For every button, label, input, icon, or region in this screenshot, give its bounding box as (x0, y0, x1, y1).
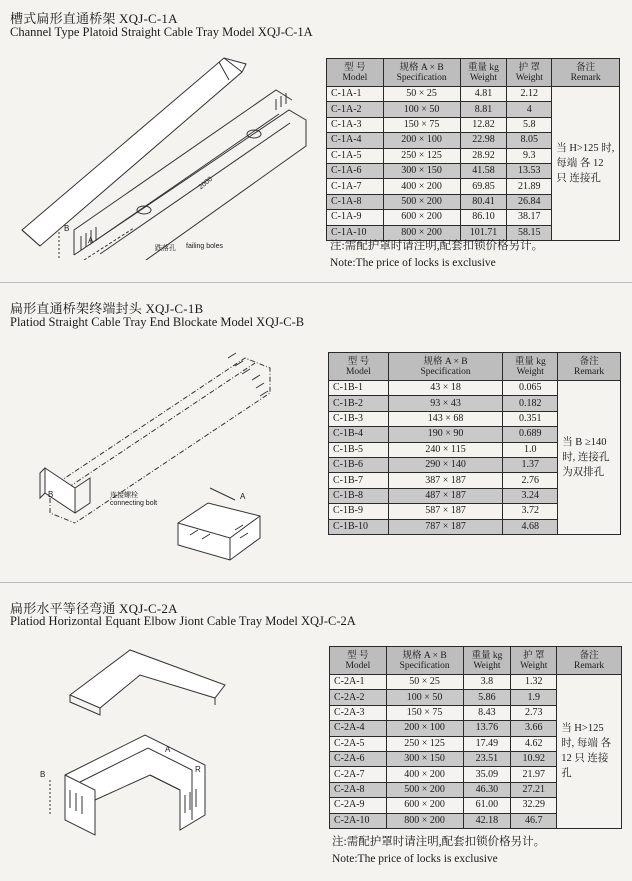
bolt-label-en: connecting bolt (110, 500, 158, 507)
col-model (327, 59, 384, 87)
straight-tray-drawing (14, 50, 314, 260)
end-blockate-drawing (30, 338, 300, 568)
table-cell: C-2A-1 (330, 675, 387, 690)
section-3-title-en: Platiod Horizontal Equant Elbow Jiont Cable Tray Model XQJ-C-2A (10, 614, 356, 628)
col-remark (552, 59, 620, 87)
elbow-tray-drawing (40, 640, 240, 840)
table-cell: 61.00 (463, 798, 511, 813)
table-cell: 23.51 (463, 751, 511, 766)
length-label: 2000 (197, 175, 215, 192)
table-cell: 8.43 (463, 705, 511, 720)
table-cell: C-1B-10 (329, 519, 389, 534)
table-cell: 80.41 (460, 194, 507, 209)
table-cell: 35.09 (463, 767, 511, 782)
table-cell: 21.89 (507, 179, 552, 194)
table-cell: 41.58 (460, 163, 507, 178)
table-cell: 5.8 (507, 117, 552, 132)
table-cell: 1.0 (503, 442, 558, 457)
remark-cell: 当 H>125 时, 每端 各 12 只 连接孔 (552, 87, 620, 241)
table-cell: 787 × 187 (388, 519, 503, 534)
table-cell: 69.85 (460, 179, 507, 194)
table-cell: 0.351 (503, 411, 558, 426)
bolt-label-cn: 连接螺栓 (110, 492, 138, 499)
table-cell: C-1B-8 (329, 488, 389, 503)
table-cell: 2.12 (507, 87, 552, 102)
table-cell: 200 × 100 (383, 133, 460, 148)
table-cell: 143 × 68 (388, 411, 503, 426)
section-3-title-cn: 扁形水平等径弯通 XQJ-C-2A (10, 601, 178, 616)
table-cell: 26.84 (507, 194, 552, 209)
table-row (330, 675, 622, 690)
table-cell: C-2A-3 (330, 705, 387, 720)
table-cell: 13.76 (463, 721, 511, 736)
table-cell: C-2A-2 (330, 690, 387, 705)
table-cell: C-1A-6 (327, 163, 384, 178)
header-text: 护 罩 (523, 650, 545, 661)
table-cell: 46.7 (511, 813, 557, 828)
header-text: 规格 A × B (423, 356, 468, 367)
table-cell: 290 × 140 (388, 457, 503, 472)
table-cell: C-1B-1 (329, 381, 389, 396)
table-header-cell (463, 647, 511, 675)
table-cell: 27.21 (511, 782, 557, 797)
remark-cell: 当 H>125 时, 每端 各 12 只 连接孔 (557, 675, 622, 829)
table-cell: 8.05 (507, 133, 552, 148)
table-cell: 800 × 200 (383, 225, 460, 240)
table-cell: 4.62 (511, 736, 557, 751)
spec-table-1b (328, 352, 621, 535)
table-cell: 0.182 (503, 396, 558, 411)
header-text: 规格 A × B (402, 650, 447, 661)
header-text: Model (345, 660, 371, 671)
header-text: Remark (574, 366, 605, 377)
table-cell: 4.81 (460, 87, 507, 102)
table-cell: 0.065 (503, 381, 558, 396)
table-header-cell (330, 647, 387, 675)
table-cell: 400 × 200 (383, 179, 460, 194)
table-cell: C-2A-7 (330, 767, 387, 782)
header-text: Remark (574, 660, 605, 671)
table-cell: 42.18 (463, 813, 511, 828)
note-en-3: Note:The price of locks is exclusive (332, 853, 498, 865)
table-cell: C-2A-6 (330, 751, 387, 766)
table-cell: 5.86 (463, 690, 511, 705)
header-text: 型 号 (347, 650, 369, 661)
note-cn-3: 注:需配护罩时请注明,配套扣锁价格另计。 (332, 836, 546, 848)
remark-cell: 当 B ≥140 时, 连接孔 为双排孔 (558, 381, 621, 535)
holes-label-en: failing boles (186, 243, 223, 250)
table-cell: C-1A-8 (327, 194, 384, 209)
header-text: 护 罩 (518, 62, 540, 73)
table-cell: C-1B-2 (329, 396, 389, 411)
table-cell: 250 × 125 (386, 736, 463, 751)
table-cell: C-1B-6 (329, 457, 389, 472)
table-cell: 1.32 (511, 675, 557, 690)
table-cell: 4.68 (503, 519, 558, 534)
header-text: Specification (420, 366, 471, 377)
table-cell: C-1A-5 (327, 148, 384, 163)
table-header-cell (329, 353, 389, 381)
table-cell: C-1A-10 (327, 225, 384, 240)
table-cell: 190 × 90 (388, 427, 503, 442)
header-text: 重量 kg (514, 356, 546, 367)
table-cell: C-1B-3 (329, 411, 389, 426)
table-cell: 28.92 (460, 148, 507, 163)
note-cn-1: 注:需配护罩时请注明,配套扣锁价格另计。 (330, 240, 544, 252)
header-text: 型 号 (347, 356, 370, 367)
section-2-title-cn: 扁形直通桥架终端封头 XQJ-C-1B (10, 301, 204, 316)
table-cell: 3.72 (503, 504, 558, 519)
table-cell: 2.76 (503, 473, 558, 488)
table-cell: 587 × 187 (388, 504, 503, 519)
table-cell: 93 × 43 (388, 396, 503, 411)
table-cell: 50 × 25 (386, 675, 463, 690)
table-cell: 43 × 18 (388, 381, 503, 396)
dim-r-label: R (195, 765, 201, 774)
dim-a-label: A (88, 236, 94, 245)
section-2-title-en: Platiod Straight Cable Tray End Blockate Model XQJ-C-B (10, 315, 305, 329)
table-row (329, 381, 621, 396)
table-cell: 200 × 100 (386, 721, 463, 736)
section-1-title-cn: 槽式扁形直通桥架 XQJ-C-1A (10, 11, 178, 26)
table-header-cell (503, 353, 558, 381)
table-cell: C-1B-5 (329, 442, 389, 457)
spec-table-2a (329, 646, 622, 829)
table-cell: 600 × 200 (383, 210, 460, 225)
header-text: 规格 A × B (399, 62, 444, 73)
table-cell: 13.53 (507, 163, 552, 178)
table-cell: 300 × 150 (383, 163, 460, 178)
table-cell: 800 × 200 (386, 813, 463, 828)
table-cell: 58.15 (507, 225, 552, 240)
table-cell: 46.30 (463, 782, 511, 797)
table-cell: C-2A-10 (330, 813, 387, 828)
table-header-cell (557, 647, 622, 675)
table-cell: 17.49 (463, 736, 511, 751)
table-cell: 150 × 75 (383, 117, 460, 132)
header-text: Remark (570, 72, 601, 83)
table-header-cell (388, 353, 503, 381)
table-cell: 12.82 (460, 117, 507, 132)
dim-b-label: B (64, 224, 70, 233)
table-cell: 3.24 (503, 488, 558, 503)
header-text: 备注 (576, 62, 596, 73)
table-cell: 9.3 (507, 148, 552, 163)
table-cell: 500 × 200 (383, 194, 460, 209)
header-text: 重量 kg (467, 62, 499, 73)
header-text: Specification (396, 72, 447, 83)
header-text: Weight (469, 72, 498, 83)
table-header-cell (386, 647, 463, 675)
table-cell: 300 × 150 (386, 751, 463, 766)
section-divider (0, 582, 632, 583)
table-cell: 22.98 (460, 133, 507, 148)
table-cell: 3.66 (511, 721, 557, 736)
table-cell: 1.9 (511, 690, 557, 705)
table-cell: 86.10 (460, 210, 507, 225)
table-cell: 8.81 (460, 102, 507, 117)
table-cell: 487 × 187 (388, 488, 503, 503)
table-cell: 240 × 115 (388, 442, 503, 457)
table-cell: 600 × 200 (386, 798, 463, 813)
table-cell: C-1B-9 (329, 504, 389, 519)
table-cell: 150 × 75 (386, 705, 463, 720)
table-cell: 100 × 50 (383, 102, 460, 117)
table-cell: C-1A-2 (327, 102, 384, 117)
table-header-cell (558, 353, 621, 381)
table-cell: 250 × 125 (383, 148, 460, 163)
col-spec (383, 59, 460, 87)
table-cell: 21.97 (511, 767, 557, 782)
table-cell: 500 × 200 (386, 782, 463, 797)
header-text: Weight (473, 660, 501, 671)
header-text: 备注 (579, 650, 599, 661)
table-cell: 4 (507, 102, 552, 117)
header-text: Weight (515, 72, 543, 83)
table-cell: 387 × 187 (388, 473, 503, 488)
holes-label-cn: 跌落孔 (155, 245, 176, 252)
table-cell: C-1B-4 (329, 427, 389, 442)
table-cell: 2.73 (511, 705, 557, 720)
table-cell: 100 × 50 (386, 690, 463, 705)
section-divider (0, 282, 632, 283)
table-cell: C-1A-3 (327, 117, 384, 132)
table-cell: C-1A-1 (327, 87, 384, 102)
table-cell: C-2A-9 (330, 798, 387, 813)
header-text: 备注 (579, 356, 599, 367)
table-cell: C-1A-7 (327, 179, 384, 194)
table-cell: C-1A-9 (327, 210, 384, 225)
table-cell: C-2A-8 (330, 782, 387, 797)
header-text: 重量 kg (471, 650, 503, 661)
spec-table-1a (326, 58, 620, 241)
dim-a-label-3: A (165, 745, 171, 754)
header-text: Model (345, 366, 371, 377)
dim-b-label-3: B (40, 770, 46, 779)
table-cell: 32.29 (511, 798, 557, 813)
header-text: Weight (520, 660, 548, 671)
header-text: Weight (516, 366, 544, 377)
table-header-cell (511, 647, 557, 675)
header-text: 型 号 (344, 62, 366, 73)
col-weight (460, 59, 507, 87)
table-cell: C-1B-7 (329, 473, 389, 488)
header-text: Specification (399, 660, 450, 671)
table-cell: 38.17 (507, 210, 552, 225)
col-cover (507, 59, 552, 87)
table-cell: C-2A-4 (330, 721, 387, 736)
table-row (327, 87, 620, 102)
table-cell: 400 × 200 (386, 767, 463, 782)
table-cell: 10.92 (511, 751, 557, 766)
table-cell: 1.37 (503, 457, 558, 472)
note-en-1: Note:The price of locks is exclusive (330, 257, 496, 269)
header-text: Model (342, 72, 368, 83)
table-cell: C-2A-5 (330, 736, 387, 751)
table-cell: 3.8 (463, 675, 511, 690)
dim-b-label-2: B (48, 490, 54, 499)
section-1-title-en: Channel Type Platoid Straight Cable Tray Model XQJ-C-1A (10, 25, 313, 39)
table-cell: 101.71 (460, 225, 507, 240)
table-cell: C-1A-4 (327, 133, 384, 148)
table-cell: 50 × 25 (383, 87, 460, 102)
dim-a-label-2: A (240, 492, 246, 501)
table-cell: 0.689 (503, 427, 558, 442)
